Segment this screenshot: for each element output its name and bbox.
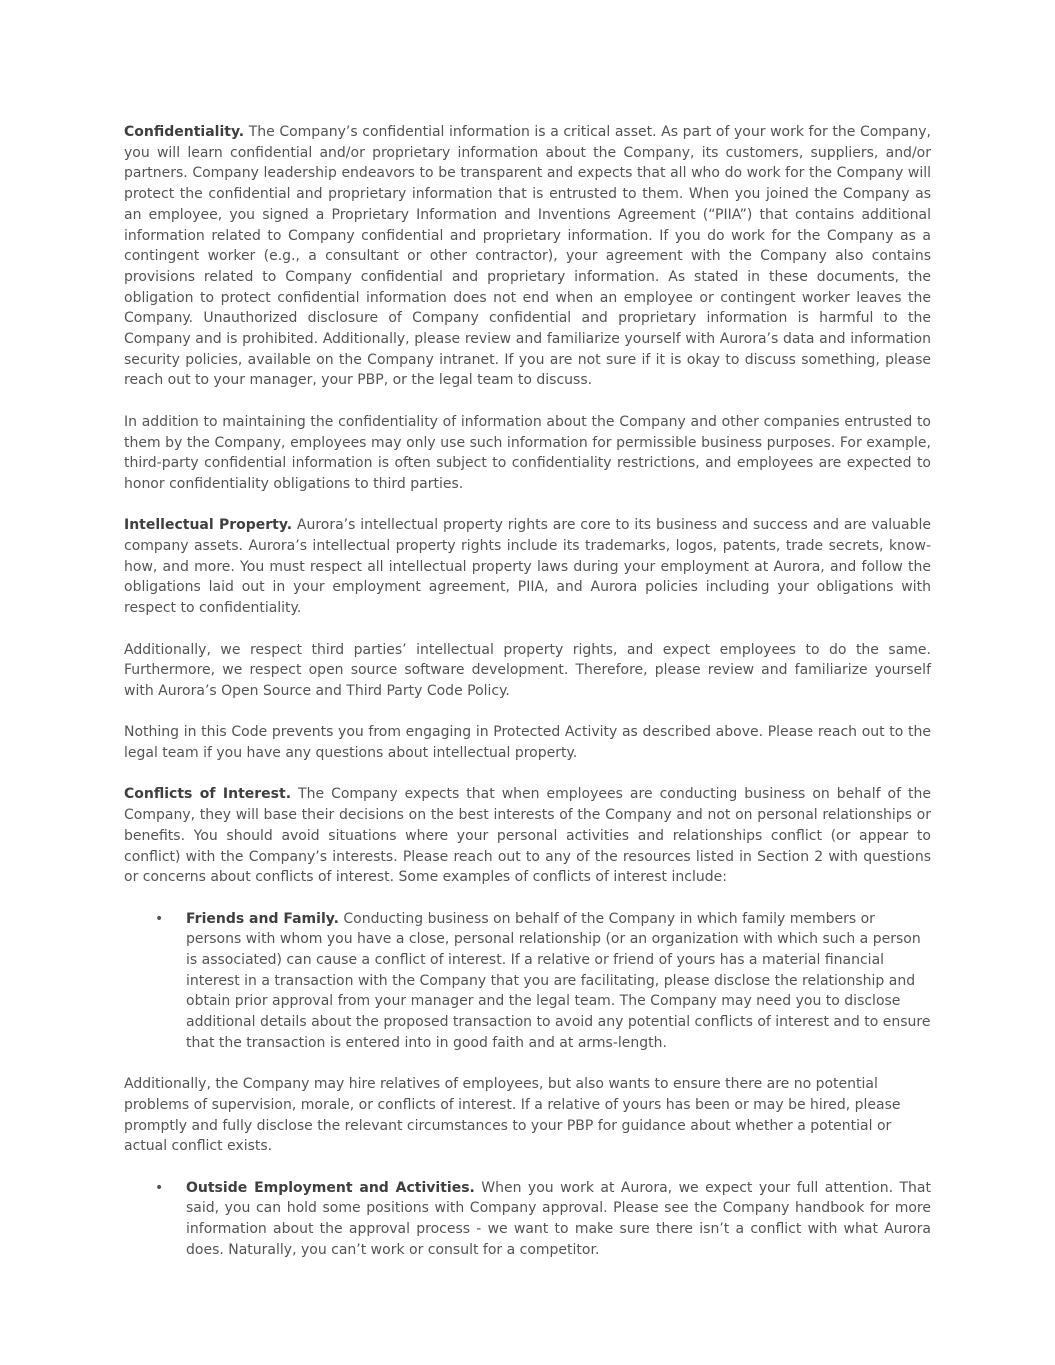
protected-activity-paragraph: Nothing in this Code prevents you from engaging in Protected Activity as described above. Please reach out to the legal team if you have any questions about intellectual property. — [124, 724, 931, 762]
list-item-friends-and-family — [124, 909, 931, 1054]
intellectual-property-heading: Intellectual Property. — [124, 517, 293, 534]
list-item-outside-employment — [124, 1178, 931, 1261]
confidentiality-permissible-use-paragraph: In addition to maintaining the confidentiality of information about the Company and other companies entrusted to them by the Company, employees may only use such information for permissible business purposes. For example, third-party confidential information is often subject to confidentiality restrictions, and employees are expected to honor confidentiality obligations to third parties. — [124, 413, 931, 492]
relatives-paragraph: Additionally, the Company may hire relatives of employees, but also wants to ensure there are no potential problems of supervision, morale, or conflicts of interest. If a relative of yours has been or may be hired, please promptly and fully disclose the relevant circumstances to your PBP for guidance about whether a potential or actual conflict exists. — [124, 1076, 901, 1155]
confidentiality-text: The Company’s confidential information is a critical asset. As part of your work for the Company, you will learn confidential and/or proprietary information about the Company, its customers, suppliers, and/or partners. Company leadership endeavors to be transparent and expects that all who do work for the Company will protect the confidential and proprietary information that is entrusted to them. When you joined the Company as an employee, you signed a Proprietary Information and Inventions Agreement (“PIIA”) that contains additional information related to Company confidential and proprietary information. If you do work for the Company as a contingent worker (e.g., a consultant or other contractor), your agreement with the Company also contains provisions related to Company confidential and proprietary information. As stated in these documents, the obligation to protect confidential information does not end when an employee or contingent worker leaves the Company. Unauthorized disclosure of Company confidential and proprietary information is harmful to the Company and is prohibited. Additionally, please review and familiarize yourself with Aurora’s data and information security policies, available on the Company intranet. If you are not sure if it is okay to discuss something, please reach out to your manager, your PBP, or the legal team to discuss. — [124, 124, 931, 389]
friends-and-family-heading: Friends and Family. — [186, 910, 339, 927]
intellectual-property-text: Aurora’s intellectual property rights are core to its business and success and are valuable company assets. Aurora’s intellectual property rights include its trademarks, logos, patents, trade secrets, know-how, and more. You must respect all intellectual property laws during your employment at Aurora, and follow the obligations laid out in your employment agreement, PIIA, and Aurora policies including your obligations with respect to confidentiality. — [124, 517, 932, 617]
outside-employment-text: When you work at Aurora, we expect your full attention. That said, you can hold some positions with Company approval. Please see the Company handbook for more information about the approval process - we want to make sure there isn’t a conflict with what Aurora does. Naturally, you can’t work or consult for a competitor. — [186, 1179, 931, 1258]
confidentiality-heading: Confidentiality. — [124, 124, 245, 140]
third-party-ip-paragraph: Additionally, we respect third parties’ intellectual property rights, and expect employees to do the same. Furthermore, we respect open source software development. Therefore, please review and familiarize yourself with Aurora’s Open Source and Third Party Code Policy. — [124, 641, 931, 699]
conflicts-list — [124, 909, 931, 1054]
document-page — [124, 122, 931, 1281]
conflicts-of-interest-text: The Company expects that when employees are conducting business on behalf of the Company, they will base their decisions on the best interests of the Company and not on personal relationships or benefits. You should avoid situations where your personal activities and relationships conflict (or appear to conflict) with the Company’s interests. Please reach out to any of the resources listed in Section 2 with questions or concerns about conflicts of interest. Some examples of conflicts of interest include: — [124, 786, 931, 886]
confidentiality-paragraph — [124, 122, 931, 391]
bullet-icon: • — [155, 1179, 164, 1196]
conflicts-of-interest-heading: Conflicts of Interest. — [124, 786, 292, 803]
friends-and-family-text: Conducting business on behalf of the Company in which family members or persons with whom you have a close, personal relationship (or an organization with which such a person is associated) can cause a conflict of interest. If a relative or friend of yours has a material financial interest in a transaction with the Company that you are facilitating, please disclose the relationship and obtain prior approval from your manager and the legal team. The Company may need you to disclose additional details about the proposed transaction to avoid any potential conflicts of interest and to ensure that the transaction is entered into in good faith and at arms-length. — [186, 910, 931, 1051]
bullet-icon: • — [155, 910, 164, 927]
conflicts-of-interest-paragraph — [124, 784, 931, 888]
outside-employment-heading: Outside Employment and Activities. — [186, 1179, 475, 1196]
intellectual-property-paragraph — [124, 515, 931, 619]
outside-activities-list — [124, 1178, 931, 1261]
